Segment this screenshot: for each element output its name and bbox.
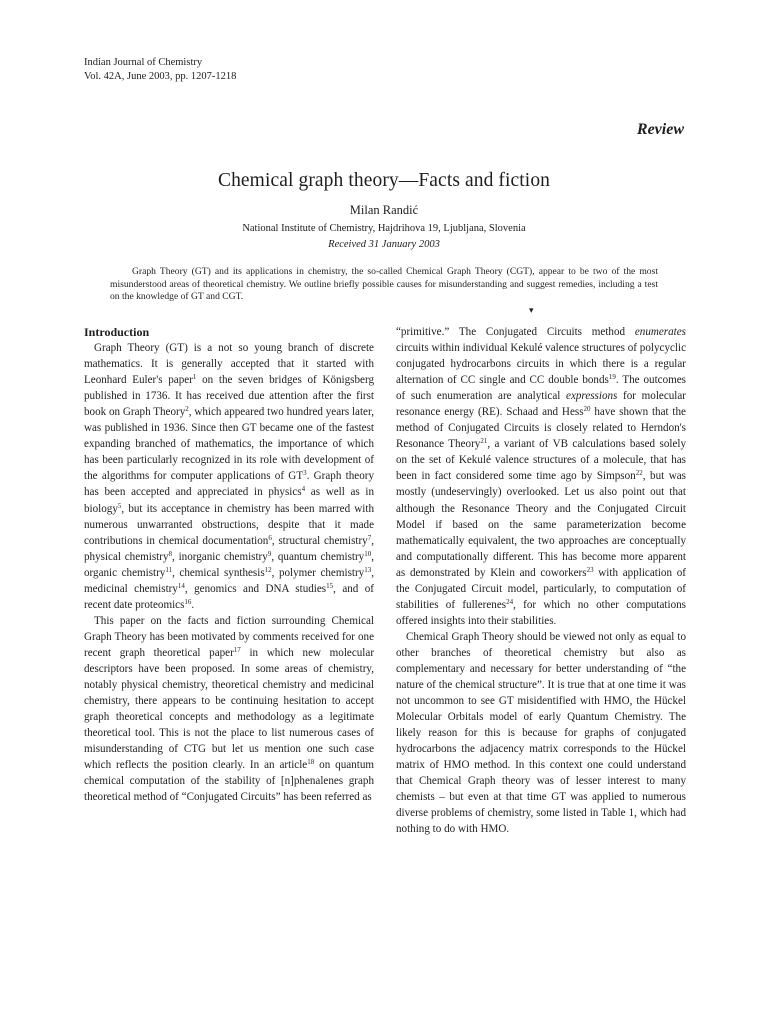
body-paragraph: Graph Theory (GT) is a not so young branch of discrete mathematics. It is generally accepted that it started with Leonhard Euler's paper$^1$ on the seven bridges of Königsberg published in 1736. It has received due attention after the first book on Graph Theory$^2$, which appeared two hundred years later, was published in 1936. Since then GT became one of the fastest expanding branched of mathematics, the importance of which has been particularly recognized in its role with development of the algorithms for computer applications of $GT^3$. Graph theory has been accepted and appreciated in physics$^4$ as well as in biology$^5$, but its acceptance in chemistry has been marred with numerous unwarranted obstructions, despite that it made contributions in chemical documentation$^6$, structural chemistry$^7$, physical chemistry$^8$, inorganic chemistry$^9$, quantum chemistry$^{10}$, organic chemistry$^{11}$, chemical synthesis$^{12}$, polymer chemistry$^{13}$, medicinal chemistry$^{14}$, genomics and DNA studies$^{15}$, and of recent date proteomics$^{16}$. <box>84 342 375 611</box>
left-column-body <box>84 340 374 805</box>
reference-superscript: 6 <box>268 533 272 542</box>
reference-superscript: 4 <box>301 485 306 494</box>
section-label: Review <box>636 121 684 138</box>
reference-superscript: 1 <box>192 373 197 382</box>
left-column <box>84 324 374 805</box>
reference-superscript: 5 <box>117 501 122 510</box>
reference-superscript: 12 <box>264 565 272 574</box>
reference-superscript: 16 <box>184 597 192 606</box>
reference-superscript: 20 <box>583 405 591 414</box>
received-date: Received 31 January 2003 <box>328 239 440 250</box>
author-name: Milan Randić <box>349 203 419 217</box>
reference-superscript: 11 <box>165 565 173 574</box>
emphasis-text: enumerates <box>634 326 686 338</box>
journal-citation: Vol. 42A, June 2003, pp. 1207-1218 <box>84 71 237 82</box>
reference-superscript: 17 <box>233 645 241 654</box>
reference-superscript: 24 <box>506 597 514 606</box>
reference-superscript: 10 <box>364 549 372 558</box>
journal-header <box>84 56 236 84</box>
reference-superscript: 19 <box>608 373 616 382</box>
reference-superscript: 3 <box>303 469 307 478</box>
scan-mark: ▾ <box>529 305 534 315</box>
reference-superscript: 7 <box>367 533 372 542</box>
reference-superscript: 14 <box>177 581 185 590</box>
body-paragraph: Chemical Graph Theory should be viewed not only as equal to other branches of theoretical chemistry but also as complementary and necessary for better understanding of “the nature of the chemical structure”. It is true that at one time it was not uncommon to see GT misidentified with HMO, the Hückel Molecular Orbitals model of early Quantum Chemistry. The likely reason for this is because for graphs of conjugated hydrocarbons the adjacency matrix corresponds to the Hückel matrix of HMO method. In this context one could understand that Chemical Graph theory was of lesser interest to many chemists – but even at that time GT was applied to numerous diverse problems of chemistry, some listed in Table 1, which had nothing to do with HMO. <box>396 630 686 836</box>
reference-superscript: 2 <box>185 405 189 414</box>
reference-superscript: 23 <box>586 565 594 574</box>
reference-superscript: 8 <box>168 549 173 558</box>
right-column-body <box>396 324 686 838</box>
reference-superscript: 13 <box>364 565 372 574</box>
reference-superscript: 18 <box>307 758 315 767</box>
reference-superscript: 15 <box>326 581 334 590</box>
body-paragraph: “primitive.” The Conjugated Circuits method enumerates circuits within individual Kekulé valence structures of polycyclic conjugated hydrocarbons circuits in which there is a regular alternation of CC single and CC double bonds$^{19}$. The outcomes of such enumeration are analytical expressions for molecular resonance energy (RE). Schaad and Hess$^{20}$ have shown that the method of Conjugated Circuits is closely related to Herndon's Resonance Theory$^{21}$, a variant of VB calculations based solely on the set of Kekulé valence structures of a molecule, that has been in fact considered some time ago by Simpson$^{22}$, but was mostly (undeservingly) overlooked. Let us also point out that although the Resonance Theory and the Conjugated Circuit Model if based on the same parameterization become mathematically equivalent, the two approaches are conceptually and computationally different. This has become more apparent as demonstrated by Klein and coworkers$^{23}$ with application of the Conjugated Circuit model, particularly, to computation of stabilities of fullerenes$^{24}$, for which no other computations offered insights into their stabilities. <box>396 326 686 627</box>
body-paragraph: This paper on the facts and fiction surrounding Chemical Graph Theory has been motivated by comments received for one recent graph theoretical paper$^{17}$ in which new molecular descriptors have been proposed. In some areas of chemistry, notably physical chemistry, theoretical chemistry and medicinal chemistry, there appears to be continuing hesitation to accept graph theoretical concepts and methodology as a legitimate theoretical tool. This is not the place to list numerous cases of misunderstanding of CTG but let us mention one such case which reflects the position clearly. In an article$^{18}$ on quantum chemical computation of the stability of [n]phenalenes graph theoretical method of “Conjugated Circuits” has been referred as <box>84 614 375 804</box>
reference-superscript: 9 <box>267 549 272 558</box>
section-heading: Introduction <box>84 325 150 339</box>
reference-superscript: 22 <box>635 469 643 478</box>
article-title: Chemical graph theory—Facts and fiction <box>217 170 551 191</box>
author-affiliation: National Institute of Chemistry, Hajdrihova 19, Ljubljana, Slovenia <box>242 223 526 234</box>
journal-name: Indian Journal of Chemistry <box>84 57 203 68</box>
emphasis-text: expressions <box>566 390 618 403</box>
right-column <box>396 324 686 838</box>
abstract: Graph Theory (GT) and its applications in chemistry, the so-called Chemical Graph Theory (CGT), appear to be two of the most misunderstood areas of theoretical chemistry. We outline briefly possible causes for misunderstanding and suggest remedies, including a test on the knowledge of GT and CGT. <box>110 266 658 302</box>
reference-superscript: 21 <box>480 437 488 446</box>
